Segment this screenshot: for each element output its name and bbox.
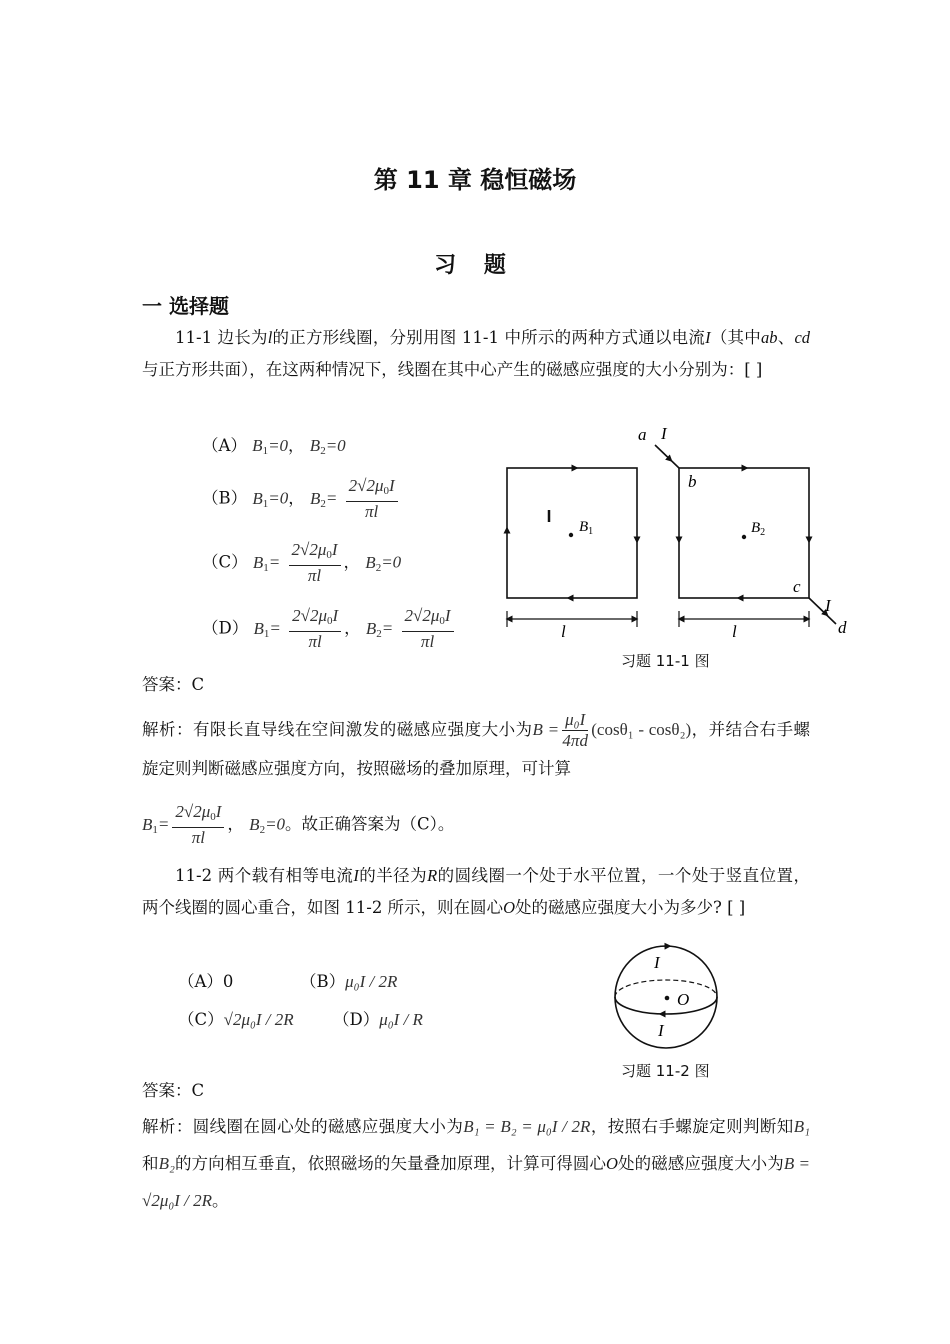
q2-analysis: 解析：圆线圈在圆心处的磁感应强度大小为B₁ = B₂ = μ₀I / 2R，按照右手螺旋定则判断知B₁和B₂的方向相互垂直，依照磁场的矢量叠加原理，计算可得圆心O处的磁感应强度大小为B = √2μ₀I / 2R。: [142, 1117, 811, 1210]
label-l-left: l: [561, 622, 566, 641]
right-square-coil: [679, 468, 809, 598]
horizontal-coil-back: [615, 980, 717, 997]
q2-option-d: （D）μ₀I / R: [333, 1010, 423, 1029]
section-heading: 一 选择题: [142, 294, 229, 318]
label-c: c: [793, 577, 801, 596]
q1-answer: 答案：C: [142, 675, 205, 694]
q1-option-b: （B） $B_1=0$， $B_2=$ $\frac{2√2\mu_0I}{\pi l}$: [202, 476, 401, 522]
center-point-b2: [742, 535, 746, 539]
q2-option-b: （B）μ₀I / 2R: [300, 972, 398, 991]
label-l-right: l: [732, 622, 737, 641]
figure-11-2: [605, 938, 730, 1053]
label-b2: $B_2$: [751, 520, 766, 538]
q2-option-a: （A）0: [178, 972, 234, 991]
center-point-o: [665, 996, 670, 1001]
q1-option-d: （D） $B_1=$ $\frac{2√2\mu_0I}{\pi l}$ ， $B_2=$ $\frac{2√2\mu_0I}{\pi l}$: [202, 606, 457, 652]
label-i-top: I: [661, 424, 667, 443]
q1-analysis-result: $B_1=$ $\frac{2√2\mu_0I}{\pi l}$ ， $B_2=0$。故正确答案为（C）。: [142, 802, 455, 847]
q1-analysis: 解析：有限长直导线在空间激发的磁感应强度大小为B = $\frac{\text{μ₀I}}{4\pi d}$ (cosθ₁ - cosθ₂)，并结合右手螺旋定则判断磁感应强度方向，按照磁场的叠加原理，可计算: [142, 710, 811, 778]
left-square-coil: [507, 468, 637, 598]
q2-stem: 11-2 两个载有相等电流I的半径为R的圆线圈一个处于水平位置，一个处于竖直位置，两个线圈的圆心重合，如图 11-2 所示，则在圆心O处的磁感应强度大小为多少? [ ]: [142, 866, 810, 917]
label-i-upper: I: [654, 953, 660, 972]
q1-stem: 11-1 边长为l的正方形线圈，分别用图 11-1 中所示的两种方式通以电流I（其中ab、cd与正方形共面），在这两种情况下，线圈在其中心产生的磁感应强度的大小分别为：[ ]: [142, 328, 811, 379]
center-point-b1: [569, 533, 573, 537]
label-a: a: [638, 425, 647, 444]
label-o: O: [677, 990, 690, 1009]
exercises-heading: 习 题: [434, 253, 516, 278]
q1-option-c: （C） $B_1=$ $\frac{2√2\mu_0I}{\pi l}$ ， $B_2=0$: [202, 540, 402, 585]
q1-option-a: （A） $B_1=0$， $B_2=0$: [202, 436, 346, 457]
q2-option-c: （C）√2μ₀I / 2R: [178, 1010, 294, 1029]
label-b: b: [688, 472, 697, 491]
figure-11-1: [490, 420, 860, 645]
chapter-title: 第 11 章 稳恒磁场: [373, 166, 577, 194]
label-b1: $B_1$: [579, 519, 594, 537]
label-i-lower: I: [658, 1021, 664, 1040]
q2-answer: 答案：C: [142, 1081, 205, 1100]
label-d: d: [838, 618, 847, 637]
figure-11-1-caption: 习题 11-1 图: [621, 652, 710, 670]
label-i-bottom: I: [825, 596, 831, 615]
figure-11-2-caption: 习题 11-2 图: [621, 1062, 710, 1080]
